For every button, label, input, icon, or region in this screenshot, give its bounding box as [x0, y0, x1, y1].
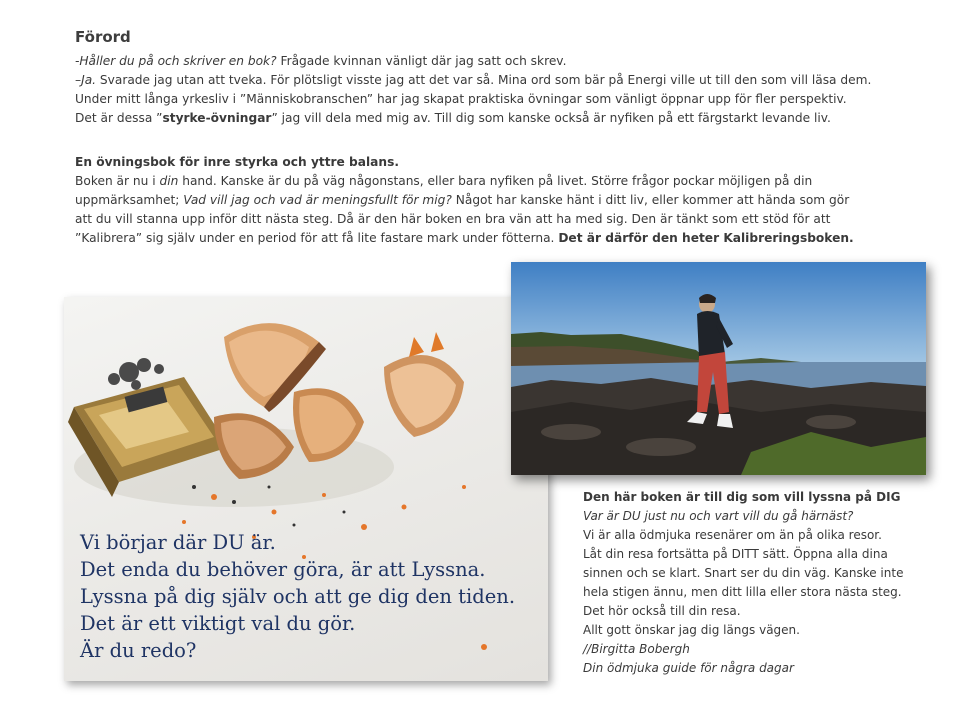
subsection-line: Boken är nu i din hand. Kanske är du på väg någonstans, eller bara nyfiken på livet. Större frågor pockar möjligen på din — [75, 174, 813, 188]
side-heading: Den här boken är till dig som vill lyssna på DIG — [583, 490, 901, 504]
shaving-icon — [384, 332, 464, 437]
intro-line-text: Frågade kvinnan vänligt där jag satt och skrev. — [276, 54, 567, 68]
intro-line-italic: -Håller du på och skriver en bok? — [75, 54, 277, 68]
intro-line-bold: styrke-övningar — [162, 111, 272, 125]
intro-line-italic: –Ja. — [75, 73, 97, 87]
quote-line: Det är ett viktigt val du gör. — [80, 612, 356, 635]
side-line: Allt gott önskar jag dig längs vägen. — [583, 623, 800, 637]
quote-line: Lyssna på dig själv och att ge dig den tiden. — [80, 585, 516, 608]
quote-line: Det enda du behöver göra, är att Lyssna. — [80, 558, 486, 581]
signature-title: Din ödmjuka guide för några dagar — [583, 661, 794, 675]
intro-paragraph — [75, 52, 935, 128]
quote-block — [80, 529, 540, 664]
intro-line-text: Svarade jag utan att tveka. För plötsligt visste jag att det var så. Mina ord som bär på Energi ville ut till den som vill läsa dem. — [96, 73, 872, 87]
page-title: Förord — [75, 28, 131, 46]
subsection-line: att du vill stanna upp inför ditt nästa steg. Då är den här boken en bra vän att ha med sig. Den är tänkt som ett stöd för att — [75, 212, 831, 226]
side-line: hela stigen ännu, men ditt lilla eller stora nästa steg. — [583, 585, 902, 599]
intro-line — [75, 109, 935, 128]
side-line: sinnen och se klart. Snart ser du din väg. Kanske inte — [583, 566, 904, 580]
intro-line: Under mitt långa yrkesliv i ”Människobranschen” har jag skapat praktiska övningar som vänligt öppnar upp för fler perspektiv. — [75, 92, 847, 106]
intro-line-text: ” jag vill dela med mig av. Till dig som kanske också är nyfiken på ett färgstarkt levande liv. — [271, 111, 831, 125]
quote-line: Vi börjar där DU är. — [80, 531, 276, 554]
subsection-heading: En övningsbok för inre styrka och yttre balans. — [75, 155, 399, 169]
quote-line: Är du redo? — [80, 639, 197, 662]
side-text-block — [583, 488, 943, 678]
pencil-shavings-photo — [64, 297, 548, 681]
side-line: Vi är alla ödmjuka resenärer om än på olika resor. — [583, 528, 882, 542]
subsection-paragraph — [75, 153, 935, 248]
subsection-line: uppmärksamhet; Vad vill jag och vad är meningsfullt för mig? Något har kanske hänt i ditt liv, eller kommer att hända som gör — [75, 193, 850, 207]
subsection-line: ”Kalibrera” sig själv under en period för att få lite fastare mark under fötterna. Det är därför den heter Kalibreringsboken. — [75, 231, 854, 245]
coast-photo — [511, 262, 926, 475]
intro-line — [75, 52, 935, 71]
side-question: Var är DU just nu och vart vill du gå härnäst? — [583, 509, 854, 523]
side-line: Det hör också till din resa. — [583, 604, 741, 618]
coast-illustration — [511, 262, 926, 475]
intro-line-text: Det är dessa ” — [75, 111, 163, 125]
intro-line — [75, 71, 935, 90]
signature: //Birgitta Bobergh — [583, 642, 690, 656]
side-line: Låt din resa fortsätta på DITT sätt. Öppna alla dina — [583, 547, 888, 561]
